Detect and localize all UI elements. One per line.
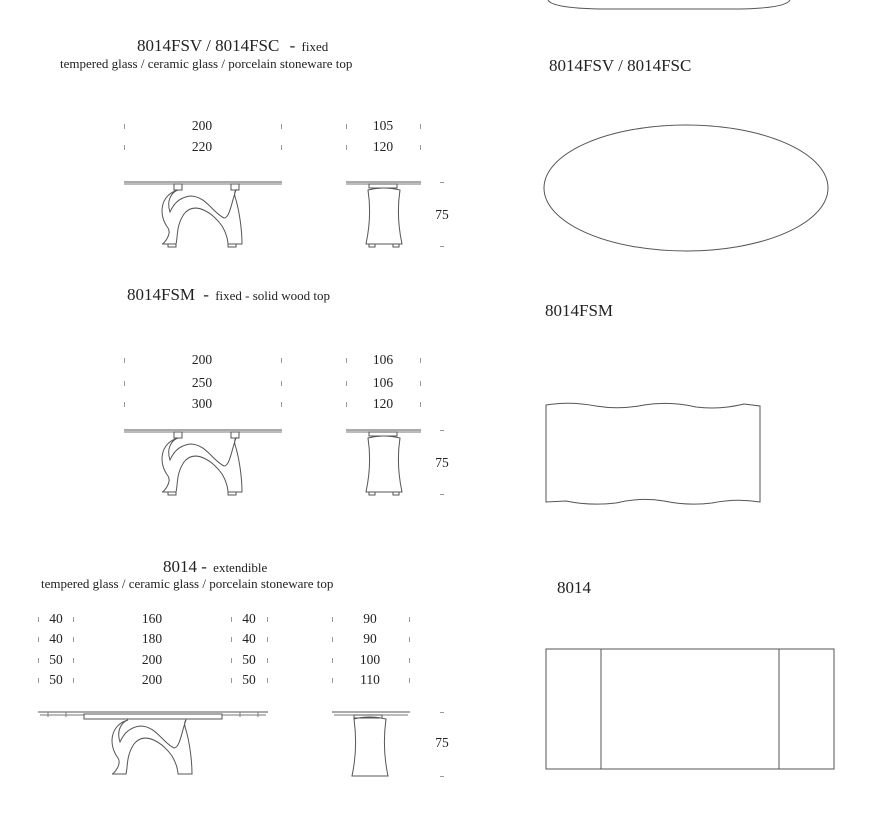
dim-tick (420, 381, 421, 386)
s3-height: 75 (435, 735, 449, 750)
s1-title (137, 36, 328, 56)
dim-tick (440, 712, 444, 713)
dim-tick (346, 358, 347, 363)
dim-tick (409, 678, 410, 683)
s1-material: tempered glass / ceramic glass / porcelain stoneware top (60, 56, 353, 71)
s1-title-type: fixed (301, 39, 329, 54)
s3-ext-right-3: 50 (242, 652, 256, 667)
plan-oval (544, 125, 828, 251)
dim-tick (281, 358, 282, 363)
s1-title-separator: - (289, 36, 296, 55)
s2-length-1: 200 (191, 352, 213, 367)
s3-title-separator: - (201, 557, 207, 576)
dim-tick (124, 358, 125, 363)
dim-tick (38, 678, 39, 683)
s1-length-2: 220 (191, 139, 213, 154)
dim-tick (409, 617, 410, 622)
s2-title (127, 285, 330, 305)
s2-length-3: 300 (191, 396, 213, 411)
s2-height: 75 (435, 455, 449, 470)
dim-tick (73, 678, 74, 683)
dim-tick (440, 776, 444, 777)
dim-tick (281, 402, 282, 407)
dim-tick (124, 145, 125, 150)
dim-tick (332, 637, 333, 642)
dim-tick (267, 658, 268, 663)
dim-tick (281, 381, 282, 386)
dim-tick (267, 637, 268, 642)
dim-tick (73, 658, 74, 663)
dim-tick (281, 145, 282, 150)
s3-length-3: 200 (141, 652, 163, 667)
s2-title-type: fixed - solid wood top (215, 288, 331, 303)
s2-width-2: 106 (372, 375, 394, 390)
dim-tick (267, 678, 268, 683)
s1-length-1: 200 (191, 118, 213, 133)
s3-length-2: 180 (141, 631, 163, 646)
s2-front-elevation (124, 430, 282, 495)
s1-front-elevation (124, 182, 282, 247)
dim-tick (73, 617, 74, 622)
dim-tick (231, 617, 232, 622)
dim-tick (281, 124, 282, 129)
dim-tick (440, 430, 444, 431)
dim-tick (332, 617, 333, 622)
dim-tick (231, 658, 232, 663)
dim-tick (346, 381, 347, 386)
s3-ext-left-4: 50 (49, 672, 63, 687)
dim-tick (38, 658, 39, 663)
dim-tick (73, 637, 74, 642)
s2-title-separator: - (203, 285, 209, 304)
s3-width-1: 90 (363, 611, 377, 626)
dim-tick (124, 124, 125, 129)
dim-tick (346, 402, 347, 407)
s1-width-1: 105 (372, 118, 394, 133)
dim-tick (332, 678, 333, 683)
dim-tick (231, 637, 232, 642)
s3-ext-right-2: 40 (242, 631, 256, 646)
s1-title-code: 8014FSV / 8014FSC (137, 36, 280, 55)
dim-tick (38, 617, 39, 622)
dim-tick (409, 637, 410, 642)
s3-side-elevation (332, 712, 410, 776)
dim-tick (124, 402, 125, 407)
s3-width-2: 90 (363, 631, 377, 646)
s2-side-elevation (346, 430, 421, 495)
s2-plan-label: 8014FSM (545, 301, 614, 320)
s3-material: tempered glass / ceramic glass / porcelain stoneware top (41, 576, 334, 591)
s1-plan-label: 8014FSV / 8014FSC (549, 56, 692, 75)
s3-length-1: 160 (141, 611, 163, 626)
plan-top-cutoff (548, 0, 790, 9)
s2-length-2: 250 (191, 375, 213, 390)
dim-tick (420, 358, 421, 363)
s3-title-type: extendible (213, 560, 268, 575)
s2-width-3: 120 (372, 396, 394, 411)
s1-side-elevation (346, 182, 421, 247)
dim-tick (332, 658, 333, 663)
plan-wavy-rect (546, 403, 760, 504)
s3-ext-left-2: 40 (49, 631, 63, 646)
s3-title (163, 557, 267, 577)
dim-tick (409, 658, 410, 663)
dim-tick (440, 182, 444, 183)
dim-tick (124, 381, 125, 386)
dim-tick (420, 145, 421, 150)
s3-front-elevation (38, 712, 268, 774)
s2-width-1: 106 (372, 352, 394, 367)
dim-tick (231, 678, 232, 683)
s3-width-4: 110 (360, 672, 380, 687)
s3-length-4: 200 (141, 672, 163, 687)
s3-ext-left-1: 40 (49, 611, 63, 626)
s3-width-3: 100 (359, 652, 381, 667)
dim-tick (440, 494, 444, 495)
s3-ext-right-1: 40 (242, 611, 256, 626)
dim-tick (346, 124, 347, 129)
plan-extendible-rect (546, 649, 834, 769)
dim-tick (346, 145, 347, 150)
s1-width-2: 120 (372, 139, 394, 154)
s3-title-code: 8014 (163, 557, 197, 576)
s3-ext-right-4: 50 (242, 672, 256, 687)
s2-title-code: 8014FSM (127, 285, 196, 304)
dim-tick (420, 402, 421, 407)
s3-plan-label: 8014 (557, 578, 591, 597)
dim-tick (420, 124, 421, 129)
s1-height: 75 (435, 207, 449, 222)
dim-tick (267, 617, 268, 622)
dim-tick (38, 637, 39, 642)
s3-ext-left-3: 50 (49, 652, 63, 667)
dim-tick (440, 246, 444, 247)
